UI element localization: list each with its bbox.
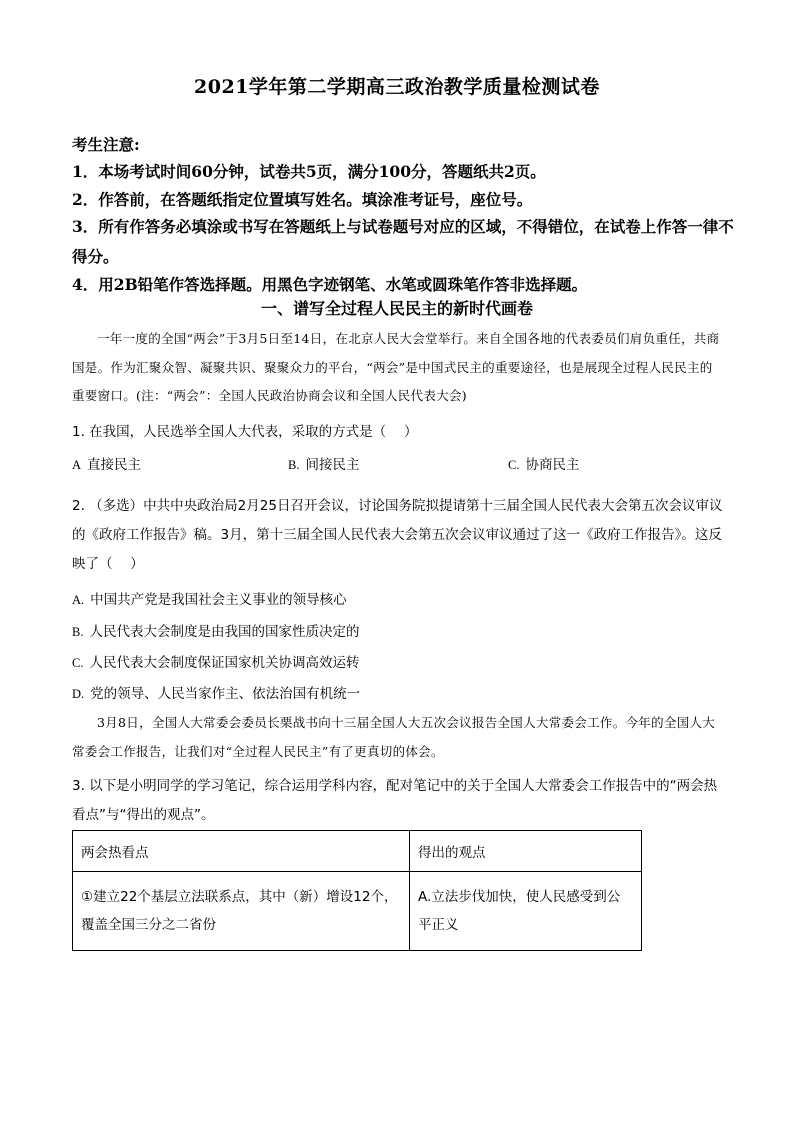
option-text: 直接民主 <box>87 457 142 473</box>
question-3-stem: 3. 以下是小明同学的学习笔记，综合运用学科内容，配对笔记中的关于全国人大常委会工作报告中的“两会热看点”与“得出的观点”。 <box>72 778 718 823</box>
question-2-option-a <box>72 588 347 608</box>
question-1-option-a <box>72 453 141 473</box>
question-1-option-b <box>288 453 359 473</box>
section-title: 一、谱写全过程人民民主的新时代画卷 <box>260 299 533 318</box>
option-text: 人民代表大会制度是由我国的国家性质决定的 <box>89 624 360 640</box>
question-2-option-c <box>72 651 359 671</box>
option-label: A. <box>72 593 85 607</box>
notice-item-4: 4．用2B铅笔作答选择题。用黑色字迹钢笔、水笔或圆珠笔作答非选择题。 <box>72 275 588 294</box>
table-header-row <box>73 831 642 872</box>
question-2-option-d <box>72 682 360 702</box>
question-2-stem: 2. （多选）中共中央政治局2月25日召开会议，讨论国务院拟提请第十三届全国人民代表大会第五次会议审议的《政府工作报告》稿。3月，第十三届全国人民代表大会第五次会议审议通过了这一《政府工作报告》。这反映了（ ） <box>72 498 723 572</box>
option-text: 人民代表大会制度保证国家机关协调高效运转 <box>89 655 360 671</box>
option-label: B. <box>72 625 84 639</box>
table-cell: A.立法步伐加快，使人民感受到公平正义 <box>410 872 642 951</box>
question-2-option-b <box>72 620 359 640</box>
notice-heading: 考生注意: <box>72 135 140 154</box>
table-cell: ①建立22个基层立法联系点，其中（新）增设12个，覆盖全国三分之二省份 <box>73 872 410 951</box>
option-text: 间接民主 <box>305 457 360 473</box>
option-label: C. <box>72 656 84 670</box>
table-row <box>73 872 642 951</box>
table-header-cell: 得出的观点 <box>410 831 642 872</box>
table-header-cell: 两会热看点 <box>73 831 410 872</box>
notice-item-1: 1．本场考试时间60分钟，试卷共5页，满分100分，答题纸共2页。 <box>72 162 546 181</box>
option-label: C. <box>508 458 520 472</box>
option-text: 协商民主 <box>525 457 580 473</box>
notice-item-2: 2．作答前，在答题纸指定位置填写姓名。填涂准考证号，座位号。 <box>72 190 533 209</box>
notes-table <box>72 830 642 951</box>
exam-title: 2021学年第二学期高三政治教学质量检测试卷 <box>194 76 600 98</box>
intro-paragraph: 一年一度的全国“两会”于3月5日至14日，在北京人民大会堂举行。来自全国各地的代表委员们肩负重任，共商国是。作为汇聚众智、凝聚共识、聚聚众力的平台，“两会”是中国式民主的重要途径，也是展现全过程人民民主的重要窗口。(注：“两会”：全国人民政治协商会议和全国人民代表大会) <box>72 331 720 403</box>
option-label: D. <box>72 687 85 701</box>
question-1-stem: 1. 在我国，人民选举全国人大代表，采取的方式是（ ） <box>72 424 418 440</box>
option-text: 中国共产党是我国社会主义事业的领导核心 <box>90 592 347 608</box>
notice-item-3: 3．所有作答务必填涂或书写在答题纸上与试卷题号对应的区域，不得错位，在试卷上作答一律不得分。 <box>72 217 734 266</box>
option-label: A <box>72 458 82 472</box>
option-label: B. <box>288 458 300 472</box>
question-1-option-c <box>508 453 579 473</box>
option-text: 党的领导、人民当家作主、依法治国有机统一 <box>90 686 361 702</box>
intro2-paragraph: 3月8日，全国人大常委会委员长栗战书向十三届全国人大五次会议报告全国人大常委会工作。今年的全国人大常委会工作报告，让我们对“全过程人民民主”有了更真切的体会。 <box>72 715 716 759</box>
